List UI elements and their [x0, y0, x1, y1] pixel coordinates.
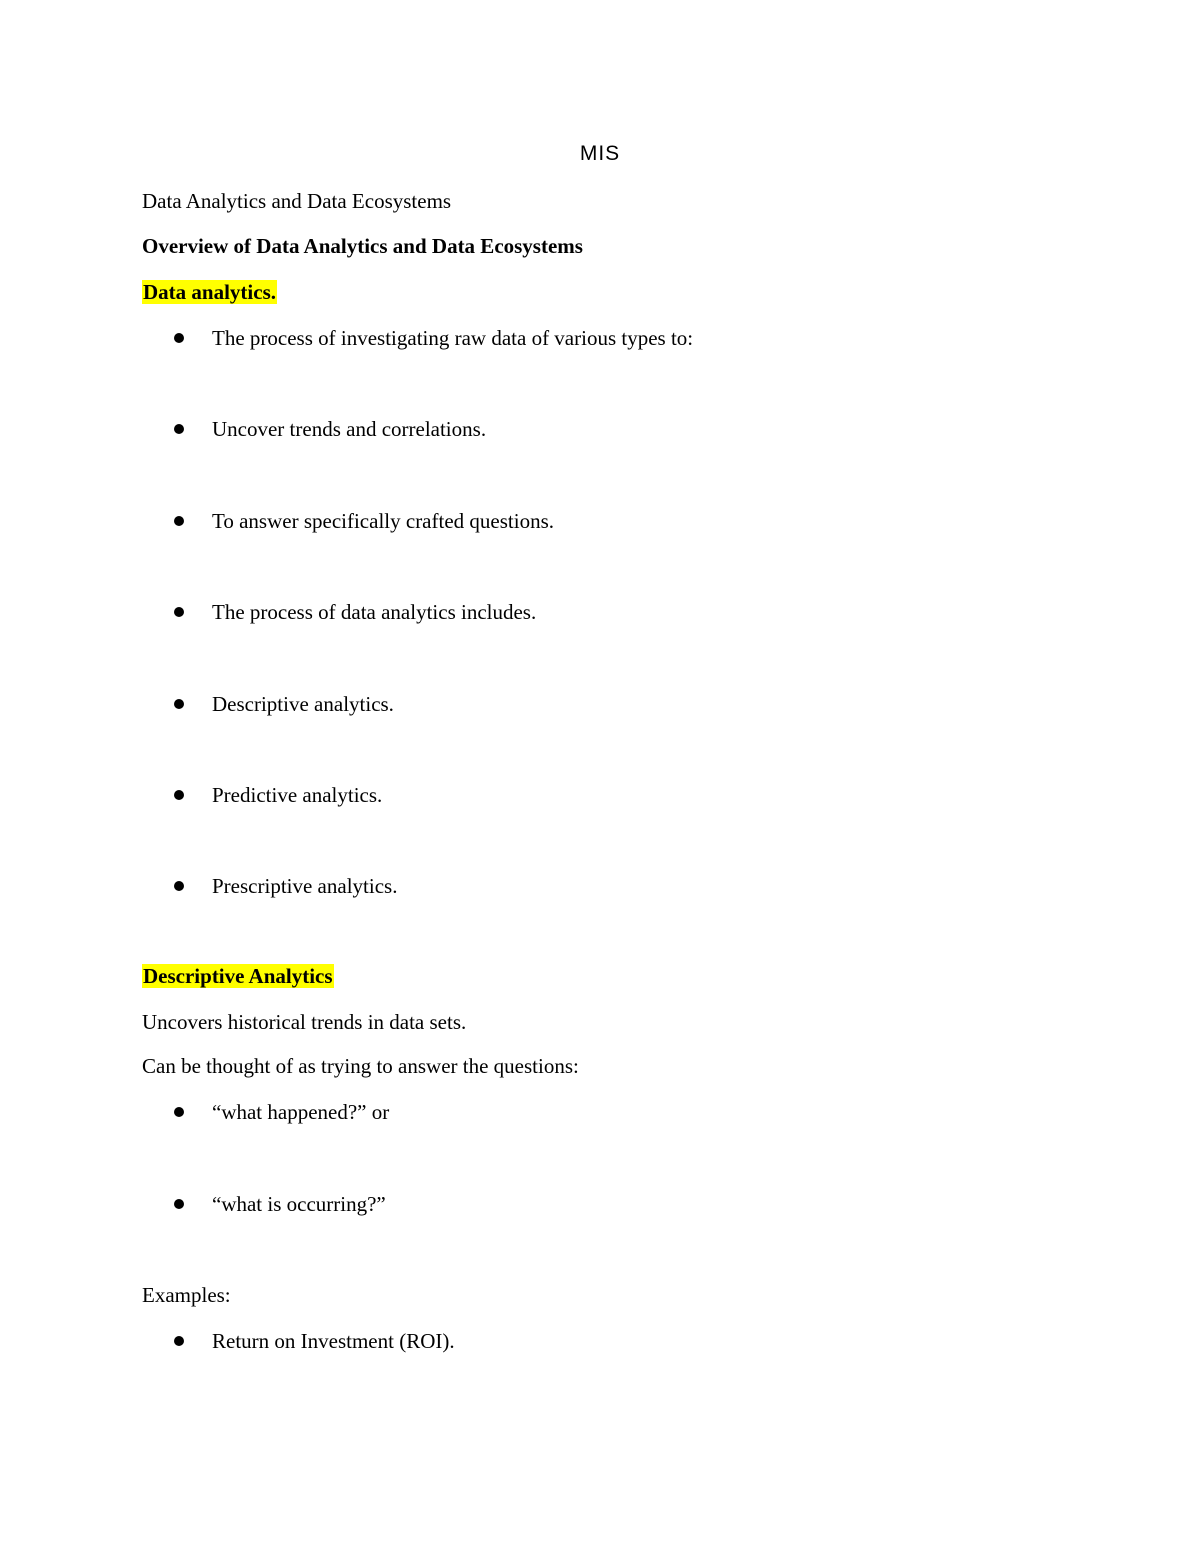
bullet-icon: [174, 699, 184, 709]
bullet-icon: [174, 1336, 184, 1346]
bullet-icon: [174, 333, 184, 343]
data-analytics-heading: [142, 278, 277, 306]
bullet-icon: [174, 1107, 184, 1117]
list-item-text: To answer specifically crafted questions.: [212, 509, 554, 533]
bullet-icon: [174, 516, 184, 526]
descriptive-analytics-heading: [142, 962, 334, 990]
bullet-icon: [174, 424, 184, 434]
list-item-text: “what happened?” or: [212, 1100, 390, 1124]
list-item-text: Return on Investment (ROI).: [212, 1329, 455, 1353]
list-item-text: The process of investigating raw data of various types to:: [212, 326, 694, 350]
document-subtitle: Data Analytics and Data Ecosystems: [142, 189, 452, 213]
list-item-text: Prescriptive analytics.: [212, 874, 398, 898]
list-item-text: “what is occurring?”: [212, 1192, 386, 1216]
descriptive-analytics-heading-text: Descriptive Analytics: [143, 964, 333, 988]
bullet-icon: [174, 607, 184, 617]
overview-heading: Overview of Data Analytics and Data Ecosystems: [142, 234, 583, 258]
bullet-icon: [174, 881, 184, 891]
list-item-text: Predictive analytics.: [212, 783, 383, 807]
page-header-title: MIS: [579, 142, 621, 165]
list-item-text: The process of data analytics includes.: [212, 600, 537, 624]
bullet-icon: [174, 1199, 184, 1209]
bullet-icon: [174, 790, 184, 800]
descriptive-line-2: Can be thought of as trying to answer the questions:: [142, 1054, 579, 1078]
descriptive-line-1: Uncovers historical trends in data sets.: [142, 1010, 467, 1034]
data-analytics-heading-text: Data analytics.: [143, 280, 276, 304]
list-item-text: Descriptive analytics.: [212, 692, 394, 716]
list-item-text: Uncover trends and correlations.: [212, 417, 487, 441]
examples-label: Examples:: [142, 1283, 231, 1307]
